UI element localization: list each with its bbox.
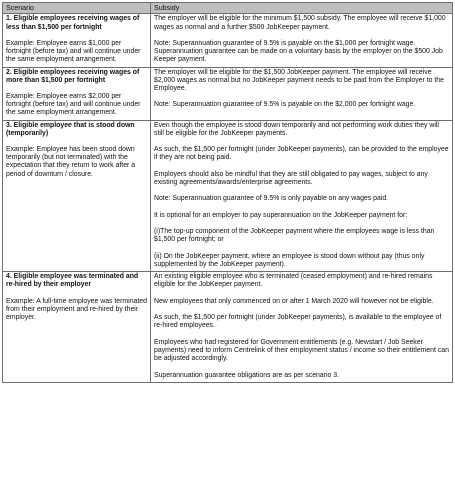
subsidy-cell bbox=[151, 67, 453, 120]
table-row bbox=[3, 67, 453, 120]
scenario-cell bbox=[3, 272, 151, 383]
table-row bbox=[3, 272, 453, 383]
scenario-title: 2. Eligible employees receiving wages of more than $1,500 per fortnight bbox=[6, 68, 140, 84]
scenario-example: Example: Employee earns $1,000 per fortnight (before tax) and will continue under the same employment arrangement. bbox=[6, 39, 141, 64]
table-row bbox=[3, 14, 453, 67]
subsidy-column-header: Subsidy bbox=[151, 3, 453, 14]
table-row bbox=[3, 120, 453, 272]
subsidy-paragraph: The employer will be eligible for the $1,500 JobKeeper payment. The employee will receive $2,000 wages as normal but no JobKeeper payment needs to be paid from the Employer to the Employee. bbox=[154, 68, 444, 93]
scenario-example: Example: Employee earns $2,000 per fortnight (before tax) and will continue under the same employment arrangement. bbox=[6, 93, 141, 117]
scenario-cell bbox=[3, 14, 151, 67]
subsidy-paragraph: New employees that only commenced on or after 1 March 2020 will however not be eligible. bbox=[154, 297, 434, 305]
subsidy-cell bbox=[151, 14, 453, 67]
subsidy-paragraph: Superannuation guarantee obligations are as per scenario 3. bbox=[154, 371, 340, 379]
subsidy-paragraph: The employer will be eligible for the minimum $1,500 subsidy. The employee will receive $1,000 wages as normal and a further $500 JobKeeper payment. bbox=[154, 15, 446, 31]
subsidy-paragraph: (ii) On the JobKeeper payment, where an employee is stood down without pay (thus only supplemented by the JobKeeper payment). bbox=[154, 252, 425, 268]
subsidy-cell bbox=[151, 120, 453, 272]
scenario-cell bbox=[3, 120, 151, 272]
subsidy-scenarios-table bbox=[2, 2, 453, 383]
subsidy-paragraph: Note: Superannuation guarantee of 9.5% is payable on the $2,000 per fortnight wage. bbox=[154, 101, 416, 109]
scenario-cell bbox=[3, 67, 151, 120]
scenario-title: 4. Eligible employee was terminated and re-hired by their employer bbox=[6, 273, 139, 289]
subsidy-paragraph: Note: Superannuation guarantee of 9.5% is only payable on any wages paid. bbox=[154, 195, 389, 203]
scenario-title: 1. Eligible employees receiving wages of less than $1,500 per fortnight bbox=[6, 15, 140, 31]
scenario-title: 3. Eligible employee that is stood down (temporarily) bbox=[6, 121, 135, 137]
subsidy-paragraph: It is optional for an employer to pay superannuation on the JobKeeper payment for: bbox=[154, 211, 408, 219]
subsidy-paragraph: As such, the $1,500 per fortnight (under JobKeeper payments), can be provided to the employee if they are not being paid. bbox=[154, 146, 449, 162]
subsidy-paragraph: Even though the employee is stood down temporarily and not performing work duties they will still be eligible for the JobKeeper payments. bbox=[154, 121, 439, 137]
table-header-row bbox=[3, 3, 453, 14]
subsidy-paragraph: (i)The top-up component of the JobKeeper payment where the employees wage is less than $1,500 per fortnight; or bbox=[154, 228, 435, 244]
subsidy-paragraph: An existing eligible employee who is terminated (ceased employment) and re-hired remains eligible for the JobKeeper payment. bbox=[154, 273, 433, 289]
scenario-example: Example: Employee has been stood down temporarily (but not terminated) with the expectation that they return to work after a period of downturn / closure. bbox=[6, 146, 136, 178]
subsidy-paragraph: Note: Superannuation guarantee of 9.5% is payable on the $1,000 per fortnight wage. Superannuation guarantee can be made on a voluntary basis by the employer on the $500 Job Keeper payment. bbox=[154, 40, 443, 64]
subsidy-paragraph: As such, the $1,500 per fortnight (under JobKeeper payments), is available to the employee of re-hired employees. bbox=[154, 314, 442, 330]
scenario-column-header: Scenario bbox=[3, 3, 151, 14]
scenario-example: Example: A full-time employee was terminated from their employment and re-hired by their employer. bbox=[6, 297, 147, 321]
subsidy-paragraph: Employees who had registered for Government entitlements (e.g. Newstart / Job Seeker payments) need to inform Centrelink of their employment status / income so their entitlement can be adjusted accordingly. bbox=[154, 338, 449, 363]
subsidy-cell bbox=[151, 272, 453, 383]
subsidy-paragraph: Employers should also be mindful that they are still obligated to pay wages, subject to any existing agreements/awards/enterprise agreements. bbox=[154, 170, 428, 187]
